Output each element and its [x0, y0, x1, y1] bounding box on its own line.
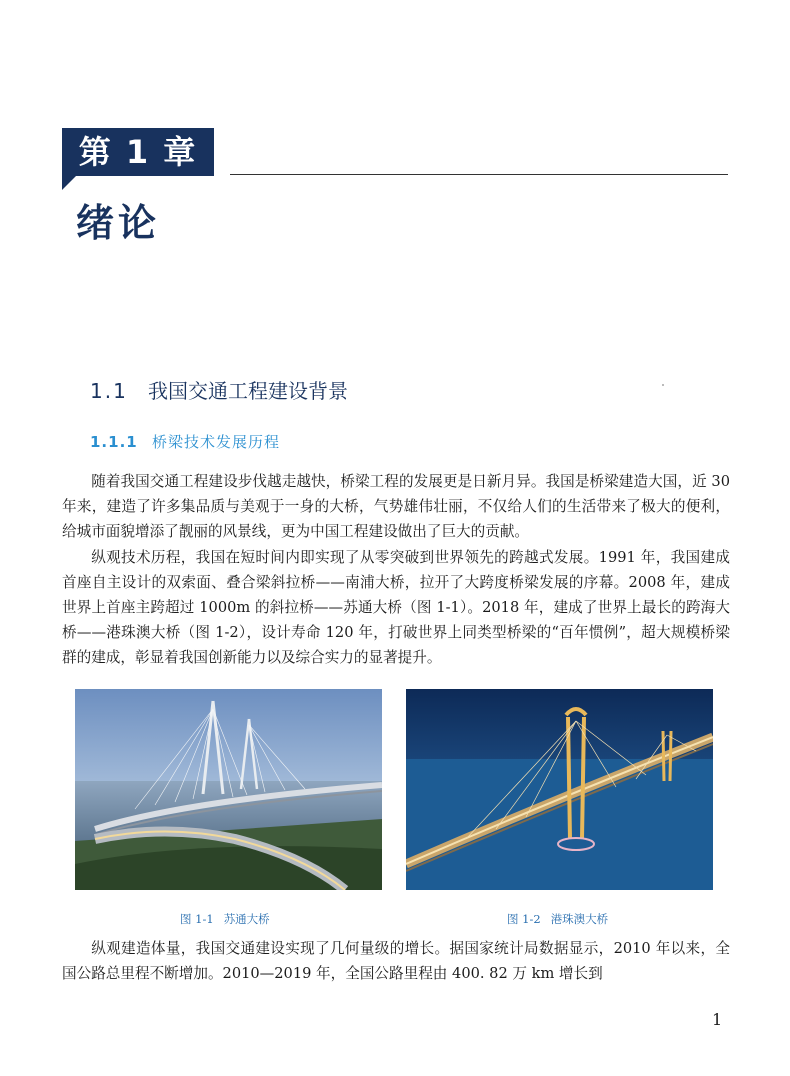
paragraph-3: 纵观建造体量，我国交通建设实现了几何量级的增长。据国家统计局数据显示，2010 年以来，全国公路总里程不断增加。2010—2019 年，全国公路里程由 400. 82 万 km 增长到 — [62, 940, 730, 982]
chapter-label: 第 1 章 — [62, 128, 214, 176]
chapter-title: 绪论 — [76, 201, 161, 245]
figure-label: 图 1-1 — [180, 912, 214, 926]
section-number: 1.1 — [90, 379, 128, 403]
chapter-label-tail — [62, 176, 76, 190]
paragraph-2: 纵观技术历程，我国在短时间内即实现了从零突破到世界领先的跨越式发展。1991 年，我国建成首座自主设计的双索面、叠合梁斜拉桥——南浦大桥，拉开了大跨度桥梁发展的序幕。2008 年，建成世界上首座主跨超过 1000m 的斜拉桥——苏通大桥（图 1-1）。2018 年，建成了世界上最长的跨海大桥——港珠澳大桥（图 1-2），设计寿命 120 年，打破世界上同类型桥梁的“百年惯例”，超大规模桥梁群的建成，彰显着我国创新能力以及综合实力的显著提升。 — [62, 549, 730, 666]
subsection-number: 1.1.1 — [90, 433, 138, 451]
hzmb-bridge-photo — [406, 689, 713, 890]
figure-caption-2 — [507, 911, 608, 927]
subsection-title: 桥梁技术发展历程 — [152, 433, 281, 451]
figure-caption-1 — [180, 911, 270, 927]
section-title: 我国交通工程建设背景 — [148, 379, 348, 403]
figure-label: 图 1-2 — [507, 912, 541, 926]
page-number: 1 — [712, 1010, 723, 1029]
section-heading — [90, 375, 348, 404]
scan-speck — [662, 384, 664, 386]
figure-caption-text: 苏通大桥 — [223, 912, 270, 926]
paragraph-1: 随着我国交通工程建设步伐越走越快，桥梁工程的发展更是日新月异。我国是桥梁建造大国，近 30 年来，建造了许多集品质与美观于一身的大桥，气势雄伟壮丽，不仅给人们的生活带来了极大的便利，给城市面貌增添了靓丽的风景线，更为中国工程建设做出了巨大的贡献。 — [62, 473, 730, 540]
figure-caption-text: 港珠澳大桥 — [550, 912, 609, 926]
chapter-rule — [230, 174, 728, 175]
subsection-heading — [90, 431, 280, 452]
sutong-bridge-photo — [75, 689, 382, 890]
